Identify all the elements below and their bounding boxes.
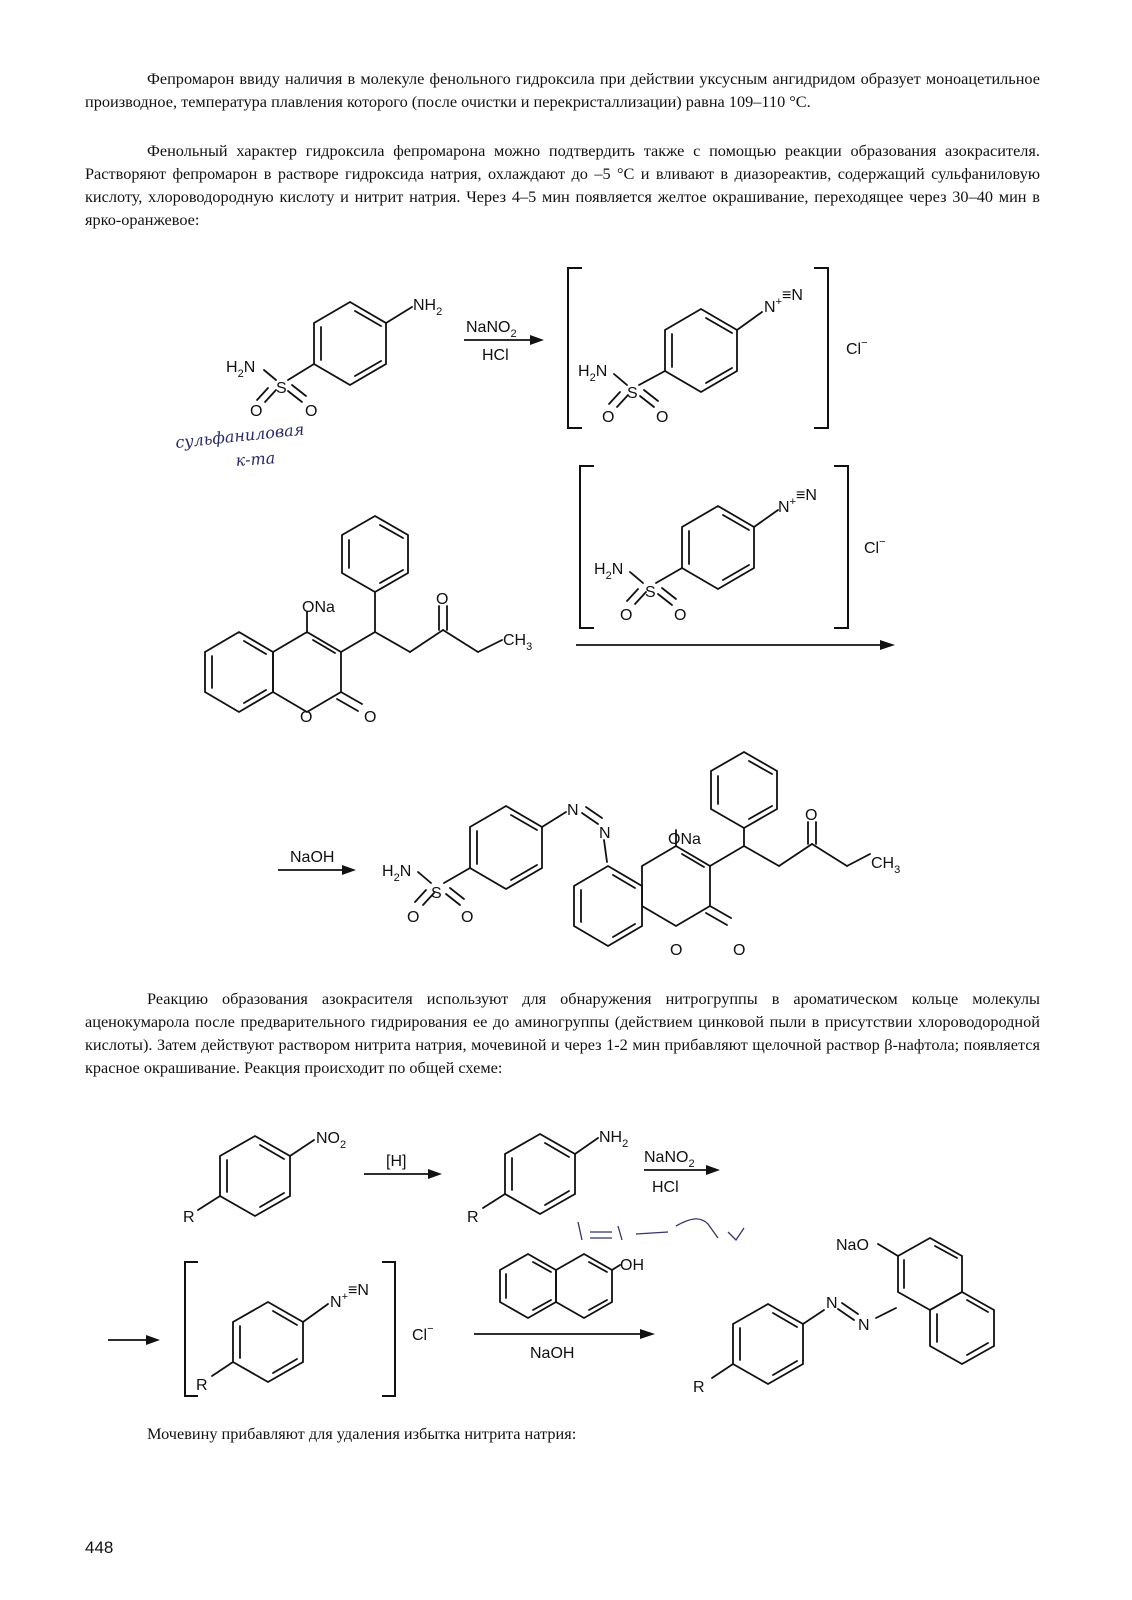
sulfonamide-label: $H_2N$: [578, 363, 608, 384]
ring-oxygen-label: O: [300, 709, 313, 726]
reaction-arrow: [474, 1329, 655, 1362]
diazonium-salt-structure: [568, 268, 868, 428]
reagent-label: NaOH: [530, 1345, 575, 1362]
paragraph-urea: Мочевину прибавляют для удаления избытка нитрита натрия:: [147, 1424, 577, 1443]
azo-n-label: N: [858, 1317, 870, 1334]
sulfonamide-label: $H_2N$: [226, 359, 256, 380]
sulfonamide-label: $H_2N$: [594, 561, 624, 582]
reaction-arrow: [576, 640, 895, 650]
chloride-label: Cl−: [846, 337, 868, 358]
reagent-label: NaNO$_2$: [644, 1149, 695, 1170]
diazonium-salt-structure: [580, 466, 886, 628]
oxygen-label: O: [250, 403, 263, 420]
reaction-arrow: [364, 1153, 442, 1179]
handwritten-note: сульфаниловая: [174, 419, 306, 452]
reaction-arrow: [464, 319, 544, 364]
carbonyl-oxygen-label: O: [364, 709, 377, 726]
handwritten-note: [578, 1219, 744, 1240]
page-number: 448: [85, 1538, 114, 1557]
reaction-arrow: [644, 1149, 720, 1196]
azo-n-label: N: [599, 825, 611, 842]
reagent-label: HCl: [652, 1179, 679, 1196]
oxygen-label: O: [305, 403, 318, 420]
r-group-label: R: [183, 1209, 195, 1226]
oxygen-label: O: [674, 607, 687, 624]
reaction-scheme-fepromaron: [0, 250, 1132, 970]
oxygen-label: O: [407, 909, 420, 926]
ring-oxygen-label: O: [670, 942, 683, 959]
sulfanilamide-structure: [226, 297, 442, 420]
aniline-structure: [467, 1129, 628, 1226]
oxygen-label: O: [620, 607, 633, 624]
diazonium-salt-structure: [185, 1262, 434, 1396]
r-group-label: R: [467, 1209, 479, 1226]
reagent-label: HCl: [482, 347, 509, 364]
methyl-label: $CH_3$: [871, 855, 901, 876]
oxygen-label: O: [461, 909, 474, 926]
sulfur-label: S: [431, 885, 442, 902]
reaction-scheme-general: [0, 1110, 1132, 1420]
oxygen-label: O: [656, 409, 669, 426]
beta-naphthol-structure: [500, 1254, 644, 1318]
sulfur-label: S: [276, 380, 287, 397]
fepromaron-structure: [205, 516, 532, 726]
reagent-label: [H]: [386, 1153, 407, 1170]
nao-label: NaO: [836, 1237, 869, 1254]
amine-label: $NH_2$: [599, 1129, 629, 1150]
r-group-label: R: [196, 1377, 208, 1394]
ketone-oxygen-label: O: [436, 591, 449, 608]
carbonyl-oxygen-label: O: [733, 942, 746, 959]
naphthol-oh-label: OH: [620, 1257, 644, 1274]
azo-dye-product-structure: [382, 752, 900, 959]
paragraph-acenocoumarol: Реакцию образования азокрасителя используют для обнаружения нитрогруппы в ароматическом кольце молекулы аценокумарола после предварительного гидрирования ее до аминогруппы (действием цинковой пыли в присутствии хлороводородной кислоты). Затем действуют раствором нитрита натрия, мочевиной и через 1-2 мин прибавляют щелочной раствор β-нафтола; появляется красное окрашивание. Реакция происходит по общей схеме:: [85, 989, 1040, 1077]
diazonium-label: N+≡N: [764, 287, 803, 316]
chloride-label: Cl−: [864, 536, 886, 557]
nitro-label: $NO_2$: [316, 1130, 347, 1151]
sulfur-label: S: [645, 584, 656, 601]
diazonium-label: N+≡N: [330, 1282, 369, 1311]
diazonium-label: N+≡N: [778, 487, 817, 516]
ona-label: ONa: [668, 831, 701, 848]
r-group-label: R: [693, 1379, 705, 1396]
methyl-label: $CH_3$: [503, 632, 533, 653]
ketone-oxygen-label: O: [805, 807, 818, 824]
paragraph-azo-dye: Фенольный характер гидроксила фепромарона можно подтвердить также с помощью реакции образования азокрасителя. Растворяют фепромарон в растворе гидроксида натрия, охлаждают до –5 °С и вливают в диазореактив, содержащий сульфаниловую кислоту, хлороводородную кислоту и нитрит натрия. Через 4–5 мин появляется желтое окрашивание, переходящее через 30–40 мин в ярко-оранжевое:: [85, 141, 1040, 229]
azo-n-label: N: [826, 1295, 838, 1312]
chloride-label: Cl−: [412, 1323, 434, 1344]
sulfonamide-label: $H_2N$: [382, 863, 412, 884]
amine-label: $NH_2$: [413, 297, 443, 318]
reaction-arrow: [278, 849, 356, 875]
reagent-label: NaOH: [290, 849, 335, 866]
azo-naphthol-product-structure: [693, 1237, 994, 1396]
oxygen-label: O: [602, 409, 615, 426]
sulfur-label: S: [627, 385, 638, 402]
ona-label: ONa: [302, 599, 335, 616]
nitroarene-structure: [183, 1130, 346, 1226]
azo-n-label: N: [567, 802, 579, 819]
handwritten-note: к-та: [234, 448, 276, 470]
reaction-arrow: [108, 1335, 160, 1345]
paragraph-monoacetyl: Фепромарон ввиду наличия в молекуле фенольного гидроксила при действии уксусным ангидридом образует моноацетильное производное, температура плавления которого (после очистки и перекристаллизации) равна 109–110 °С.: [85, 69, 1040, 111]
reagent-label: NaNO$_2$: [466, 319, 517, 340]
